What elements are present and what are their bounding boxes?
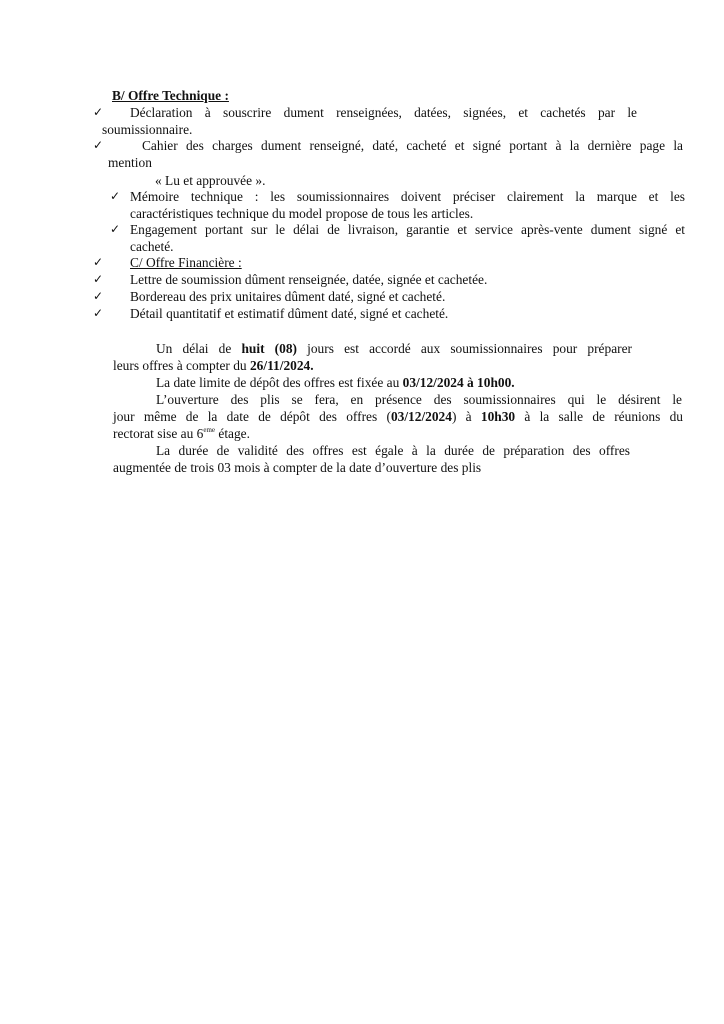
paragraph-2: La date limite de dépôt des offres est fixée au 03/12/2024 à 10h00.: [156, 375, 515, 390]
c-item-1: Lettre de soumission dûment renseignée, datée, signée et cachetée.: [130, 272, 488, 287]
b-item-2-line-1: Cahier des charges dument renseigné, daté, cacheté et signé portant à la dernière page la: [142, 138, 683, 153]
paragraph-4-line-2: augmentée de trois 03 mois à compter de la date d’ouverture des plis: [113, 460, 482, 475]
check-mark-icon: ✓: [93, 138, 104, 152]
paragraph-1-line-2: leurs offres à compter du 26/11/2024.: [113, 358, 314, 373]
b-item-3-line-2: caractéristiques technique du model propose de tous les articles.: [130, 206, 474, 221]
b-item-2-line-2: mention: [108, 155, 152, 170]
paragraph-3-line-3: rectorat sise au 6eme étage.: [113, 426, 250, 441]
c-item-2: Bordereau des prix unitaires dûment daté, signé et cacheté.: [130, 289, 446, 304]
check-mark-icon: ✓: [93, 306, 104, 320]
check-mark-icon: ✓: [93, 272, 104, 286]
b-item-1-line-2: soumissionnaire.: [102, 122, 193, 137]
c-item-3: Détail quantitatif et estimatif dûment daté, signé et cacheté.: [130, 306, 449, 321]
b-item-1-line-1: Déclaration à souscrire dument renseignées, datées, signées, et cachetés par le: [130, 105, 637, 120]
paragraph-3-line-2: jour même de la date de dépôt des offres (03/12/2024) à 10h30 à la salle de réunions du: [113, 409, 683, 424]
b-item-2-line-3: « Lu et approuvée ».: [155, 173, 266, 188]
b-item-4-line-1: Engagement portant sur le délai de livraison, garantie et service après-vente dument signé et: [130, 222, 685, 237]
check-mark-icon: ✓: [93, 289, 104, 303]
section-c-heading: C/ Offre Financière :: [130, 255, 242, 270]
paragraph-1-line-1: Un délai de huit (08) jours est accordé aux soumissionnaires pour préparer: [156, 341, 633, 356]
paragraph-4-line-1: La durée de validité des offres est égale à la durée de préparation des offres: [156, 443, 630, 458]
section-b-heading: B/ Offre Technique :: [112, 88, 229, 103]
check-mark-icon: ✓: [110, 189, 121, 203]
paragraph-3-line-1: L’ouverture des plis se fera, en présence des soumissionnaires qui le désirent le: [156, 392, 682, 407]
b-item-4-line-2: cacheté.: [130, 239, 174, 254]
check-mark-icon: ✓: [93, 255, 104, 269]
check-mark-icon: ✓: [93, 105, 104, 119]
b-item-3-line-1: Mémoire technique : les soumissionnaires doivent préciser clairement la marque et les: [130, 189, 685, 204]
check-mark-icon: ✓: [110, 222, 121, 236]
